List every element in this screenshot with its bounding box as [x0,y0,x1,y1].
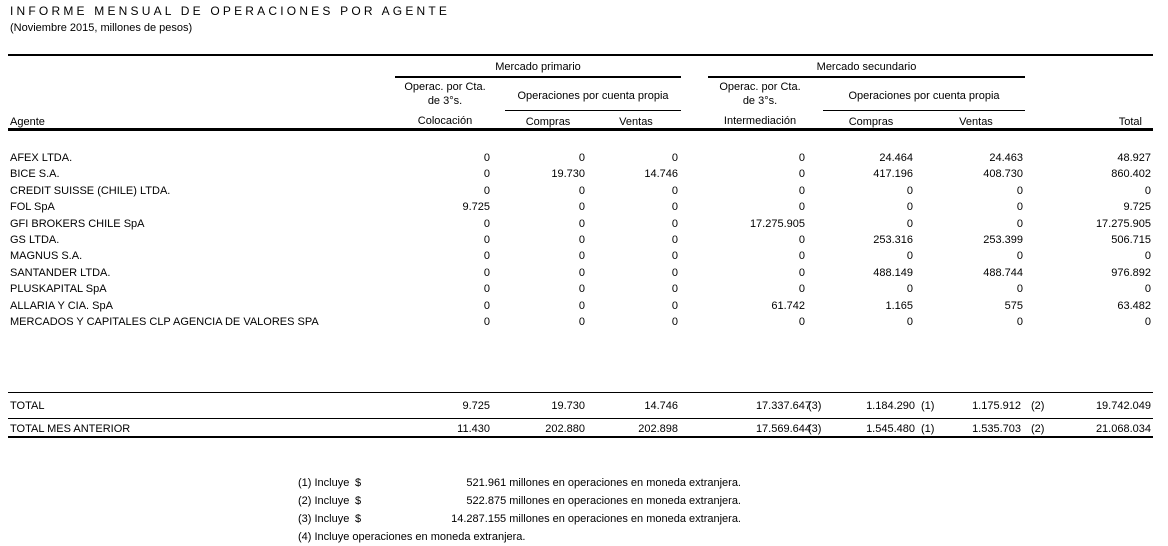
third-party-line2: de 3°s. [427,95,463,107]
cell-total: 0 [1144,250,1151,263]
table-row [0,298,1168,314]
cell-colocacion: 0 [483,184,490,197]
col-sells-secondary: Ventas [959,116,993,128]
total-ventas-note: (2) [1031,400,1045,412]
previous-ventas-note: (2) [1031,423,1045,435]
previous-compras-note: (1) [921,423,935,435]
cell-intermediacion: 0 [798,152,805,164]
table-row [0,183,1168,199]
table-row [0,232,1168,248]
table-row [0,150,1168,166]
cell-compras-secondary: 0 [906,316,913,328]
cell-colocacion: 0 [483,316,490,328]
table-row [0,199,1168,215]
total-ventas-primary: 14.746 [644,400,678,412]
cell-total: 506.715 [1111,234,1151,246]
cell-intermediacion: 0 [798,201,805,214]
cell-ventas-secondary: 0 [1016,316,1023,328]
third-party-header-secondary [708,80,812,108]
third-party-line1: Operac. por Cta. [404,81,486,93]
previous-bottom-rule [8,436,1153,438]
col-sells-primary: Ventas [619,116,653,128]
cell-ventas-primary: 0 [671,283,678,296]
cell-intermediacion: 0 [798,283,805,296]
cell-compras-secondary: 0 [906,250,913,263]
cell-intermediacion: 61.742 [771,299,805,312]
cell-compras-secondary: 0 [906,201,913,214]
table-row [0,248,1168,264]
cell-total: 17.275.905 [1095,217,1151,230]
cell-intermediacion: 0 [798,234,805,246]
total-ventas-secondary: 1.175.912 [972,400,1021,412]
cell-compras-secondary: 0 [906,217,913,230]
cell-intermediacion: 0 [798,168,805,181]
cell-compras-primary: 0 [578,184,585,197]
cell-colocacion: 0 [483,250,490,263]
cell-compras-primary: 0 [578,266,585,279]
footnote-amount: 14.287.155 millones en operaciones en moneda extranjera. [451,513,741,525]
previous-compras-primary: 202.880 [545,423,585,435]
cell-compras-secondary: 417.196 [873,168,913,181]
cell-total: 860.402 [1111,168,1151,181]
primary-group-rule [395,76,681,78]
total-label: TOTAL [10,400,45,412]
footnote-label: (1) Incluye [298,477,350,489]
cell-ventas-primary: 0 [671,184,678,197]
cell-colocacion: 0 [483,168,490,181]
previous-intermediacion: 17.569.644 [755,423,811,435]
secondary-market-header: Mercado secundario [816,61,917,73]
total-intermediacion: 17.337.647 [755,400,811,412]
cell-ventas-secondary: 408.730 [983,168,1023,181]
cell-ventas-secondary: 0 [1016,217,1023,230]
cell-intermediacion: 0 [798,316,805,328]
cell-ventas-secondary: 0 [1016,184,1023,197]
cell-compras-primary: 0 [578,250,585,263]
previous-intermediacion-note: (3) [808,423,822,435]
agent-name: GS LTDA. [10,234,60,246]
previous-ventas-primary: 202.898 [638,423,678,435]
previous-total: 21.068.034 [1095,423,1151,435]
cell-intermediacion: 0 [798,184,805,197]
previous-compras-secondary: 1.545.480 [866,423,915,435]
previous-colocacion: 11.430 [457,423,490,435]
cell-ventas-secondary: 488.744 [983,266,1023,279]
total-intermediacion-note: (3) [808,400,822,412]
agent-name: MERCADOS Y CAPITALES CLP AGENCIA DE VALORES SPA [10,316,319,328]
col-agent: Agente [10,116,45,128]
own-account-secondary-rule [823,110,1025,111]
table-row [0,314,1168,330]
previous-ventas-secondary: 1.535.703 [972,423,1021,435]
cell-ventas-secondary: 575 [1004,299,1023,312]
previous-top-rule [8,418,1153,419]
cell-colocacion: 0 [483,152,490,164]
footnote-label: (3) Incluye [298,513,350,525]
third-party-line1: Operac. por Cta. [719,81,801,93]
col-intermediation: Intermediación [723,115,797,127]
col-buys-primary: Compras [525,116,571,128]
cell-total: 63.482 [1117,299,1151,312]
total-row [0,398,1168,414]
agent-name: MAGNUS S.A. [10,250,83,263]
cell-intermediacion: 17.275.905 [749,217,805,230]
report-subtitle: (Noviembre 2015, millones de pesos) [10,22,193,34]
cell-compras-primary: 0 [578,234,585,246]
cell-colocacion: 0 [483,234,490,246]
cell-colocacion: 9.725 [462,201,490,214]
cell-compras-secondary: 1.165 [885,299,913,312]
agent-name: GFI BROKERS CHILE SpA [10,217,145,230]
table-row [0,265,1168,281]
agent-name: ALLARIA Y CIA. SpA [10,299,113,312]
footnote-amount: 521.961 millones en operaciones en moneda extranjera. [466,477,741,489]
cell-compras-primary: 0 [578,299,585,312]
cell-ventas-secondary: 253.399 [983,234,1023,246]
cell-colocacion: 0 [483,266,490,279]
footnote-currency: $ [355,477,362,489]
footnote-label: (2) Incluye [298,495,350,507]
own-account-header-primary: Operaciones por cuenta propia [517,90,669,102]
col-total: Total [1118,116,1142,128]
footnote-amount: 522.875 millones en operaciones en moneda extranjera. [466,495,741,507]
total-compras-primary: 19.730 [551,400,585,412]
cell-intermediacion: 0 [798,266,805,279]
cell-ventas-secondary: 0 [1016,250,1023,263]
cell-total: 48.927 [1117,152,1151,164]
report-title: INFORME MENSUAL DE OPERACIONES POR AGENTE [10,4,451,18]
agent-name: AFEX LTDA. [10,152,73,164]
secondary-group-rule [708,76,1025,78]
cell-total: 0 [1144,184,1151,197]
col-placement: Colocación [417,115,473,127]
cell-total: 976.892 [1111,266,1151,279]
agent-name: PLUSKAPITAL SpA [10,283,107,296]
col-buys-secondary: Compras [848,116,894,128]
cell-compras-secondary: 488.149 [873,266,913,279]
cell-intermediacion: 0 [798,250,805,263]
cell-ventas-primary: 0 [671,316,678,328]
cell-total: 0 [1144,283,1151,296]
footnote-currency: $ [355,495,362,507]
cell-total: 9.725 [1123,201,1151,214]
previous-month-row [0,421,1168,437]
cell-ventas-secondary: 24.463 [989,152,1023,164]
cell-compras-secondary: 24.464 [879,152,913,164]
third-party-line2: de 3°s. [742,95,778,107]
footnote-label: (4) Incluye operaciones en moneda extranjera. [298,531,526,543]
total-colocacion: 9.725 [462,400,490,412]
cell-ventas-primary: 0 [671,266,678,279]
agent-name: FOL SpA [10,201,55,214]
own-account-header-secondary: Operaciones por cuenta propia [848,90,1000,102]
cell-ventas-primary: 0 [671,152,678,164]
header-top-rule [8,54,1153,56]
previous-label: TOTAL MES ANTERIOR [10,423,131,435]
total-total: 19.742.049 [1095,400,1151,412]
agent-name: SANTANDER LTDA. [10,266,111,279]
cell-colocacion: 0 [483,217,490,230]
own-account-primary-rule [505,110,681,111]
total-top-rule [8,392,1153,393]
table-row [0,166,1168,182]
cell-ventas-secondary: 0 [1016,283,1023,296]
total-compras-note: (1) [921,400,935,412]
cell-compras-secondary: 253.316 [873,234,913,246]
cell-compras-primary: 0 [578,316,585,328]
table-row [0,216,1168,232]
agent-name: CREDIT SUISSE (CHILE) LTDA. [10,184,171,197]
table-row [0,281,1168,297]
cell-compras-primary: 0 [578,217,585,230]
agent-name: BICE S.A. [10,168,60,181]
cell-compras-secondary: 0 [906,283,913,296]
cell-compras-primary: 19.730 [551,168,585,181]
cell-colocacion: 0 [483,283,490,296]
cell-ventas-primary: 0 [671,250,678,263]
primary-market-header: Mercado primario [495,61,581,73]
cell-ventas-primary: 14.746 [644,168,678,181]
cell-ventas-secondary: 0 [1016,201,1023,214]
footnote-currency: $ [355,513,362,525]
cell-compras-primary: 0 [578,201,585,214]
cell-colocacion: 0 [483,299,490,312]
cell-compras-primary: 0 [578,283,585,296]
cell-ventas-primary: 0 [671,299,678,312]
cell-total: 0 [1144,316,1151,328]
cell-ventas-primary: 0 [671,217,678,230]
cell-compras-primary: 0 [578,152,585,164]
third-party-header-primary [395,80,495,108]
cell-ventas-primary: 0 [671,234,678,246]
total-compras-secondary: 1.184.290 [866,400,915,412]
cell-compras-secondary: 0 [906,184,913,197]
cell-ventas-primary: 0 [671,201,678,214]
